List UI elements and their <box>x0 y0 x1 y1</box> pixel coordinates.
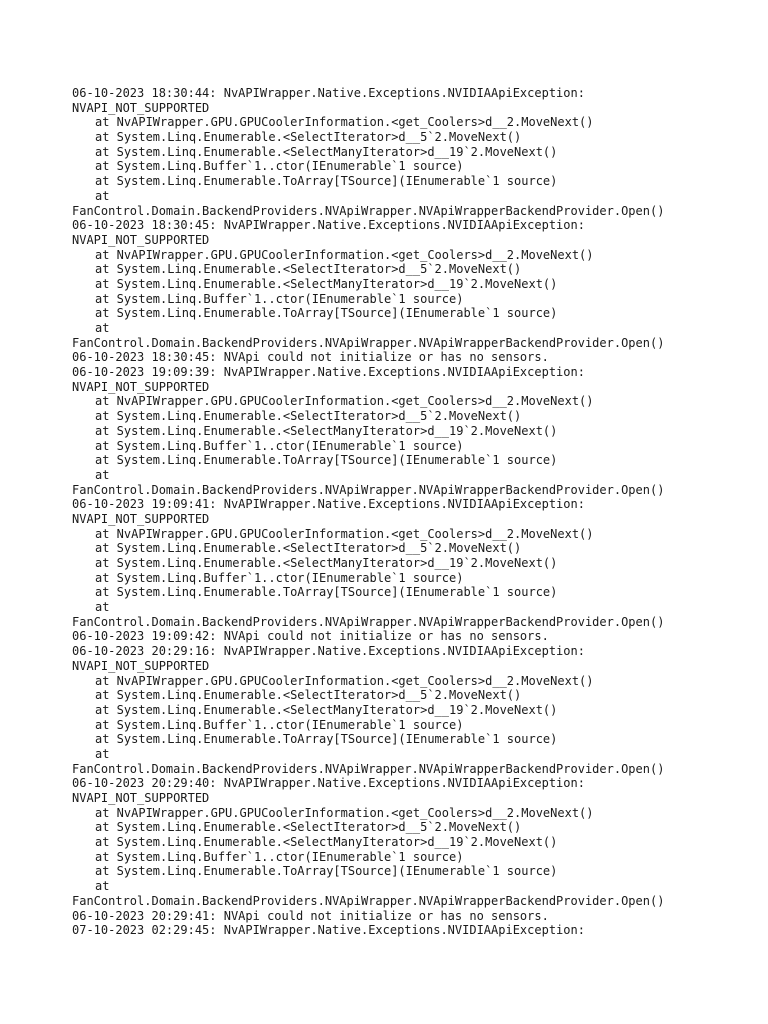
stack-trace-line: at System.Linq.Enumerable.ToArray[TSource](IEnumerable`1 source) <box>95 453 558 468</box>
log-entry-line: 06-10-2023 20:29:16: NvAPIWrapper.Native.Exceptions.NVIDIAApiException: <box>72 644 585 659</box>
log-entry-line: 06-10-2023 18:30:44: NvAPIWrapper.Native.Exceptions.NVIDIAApiException: <box>72 86 585 100</box>
stack-trace-line: at System.Linq.Enumerable.<SelectIterator>d__5`2.MoveNext() <box>95 820 522 835</box>
log-entry-line: 06-10-2023 19:09:42: NVApi could not initialize or has no sensors. <box>72 629 549 644</box>
log-entry-line: FanControl.Domain.BackendProviders.NVApiWrapper.NVApiWrapperBackendProvider.Open() <box>72 335 665 350</box>
stack-trace-line: at System.Linq.Enumerable.ToArray[TSource](IEnumerable`1 source) <box>95 174 558 189</box>
stack-trace-line: at System.Linq.Enumerable.ToArray[TSource](IEnumerable`1 source) <box>95 864 558 879</box>
log-entry-line: FanControl.Domain.BackendProviders.NVApiWrapper.NVApiWrapperBackendProvider.Open() <box>72 893 665 908</box>
stack-trace-line: at System.Linq.Enumerable.<SelectIterator>d__5`2.MoveNext() <box>95 541 522 556</box>
stack-trace-line: at System.Linq.Enumerable.<SelectManyIterator>d__19`2.MoveNext() <box>95 835 558 850</box>
stack-trace-line: at System.Linq.Enumerable.<SelectManyIterator>d__19`2.MoveNext() <box>95 556 558 570</box>
stack-trace-line: at System.Linq.Enumerable.<SelectManyIterator>d__19`2.MoveNext() <box>95 276 558 291</box>
stack-trace-line: at System.Linq.Enumerable.<SelectIterator>d__5`2.MoveNext() <box>95 688 522 703</box>
stack-trace-line: at System.Linq.Enumerable.ToArray[TSource](IEnumerable`1 source) <box>95 306 558 321</box>
stack-trace-line: at <box>95 600 110 615</box>
stack-trace-line: at <box>95 188 110 203</box>
stack-trace-line: at System.Linq.Buffer`1..ctor(IEnumerable`1 source) <box>95 291 464 306</box>
stack-trace-line: at NvAPIWrapper.GPU.GPUCoolerInformation.<get_Coolers>d__2.MoveNext() <box>95 673 594 688</box>
log-entry-line: NVAPI_NOT_SUPPORTED <box>72 511 210 526</box>
log-entry-line: NVAPI_NOT_SUPPORTED <box>72 379 210 394</box>
stack-trace-line: at System.Linq.Enumerable.<SelectManyIterator>d__19`2.MoveNext() <box>95 144 558 159</box>
stack-trace-line: at <box>95 467 110 482</box>
stack-trace-line: at System.Linq.Buffer`1..ctor(IEnumerable`1 source) <box>95 159 464 174</box>
log-entry-line: 06-10-2023 18:30:45: NVApi could not initialize or has no sensors. <box>72 350 549 365</box>
log-entry-line: 06-10-2023 20:29:41: NVApi could not initialize or has no sensors. <box>72 908 549 923</box>
stack-trace-line: at System.Linq.Enumerable.<SelectManyIterator>d__19`2.MoveNext() <box>95 702 558 717</box>
stack-trace-line: at NvAPIWrapper.GPU.GPUCoolerInformation.<get_Coolers>d__2.MoveNext() <box>95 394 594 409</box>
stack-trace-line: at NvAPIWrapper.GPU.GPUCoolerInformation.<get_Coolers>d__2.MoveNext() <box>95 115 594 130</box>
log-entry-line: NVAPI_NOT_SUPPORTED <box>72 232 210 247</box>
log-entry-line: FanControl.Domain.BackendProviders.NVApiWrapper.NVApiWrapperBackendProvider.Open() <box>72 482 665 497</box>
stack-trace-line: at <box>95 321 110 335</box>
log-entry-line: 07-10-2023 02:29:45: NvAPIWrapper.Native.Exceptions.NVIDIAApiException: <box>72 923 585 938</box>
log-entry-line: FanControl.Domain.BackendProviders.NVApiWrapper.NVApiWrapperBackendProvider.Open() <box>72 203 665 218</box>
log-entry-line: NVAPI_NOT_SUPPORTED <box>72 100 210 115</box>
log-entry-line: NVAPI_NOT_SUPPORTED <box>72 791 210 805</box>
stack-trace-line: at NvAPIWrapper.GPU.GPUCoolerInformation.<get_Coolers>d__2.MoveNext() <box>95 526 594 541</box>
stack-trace-line: at System.Linq.Buffer`1..ctor(IEnumerable`1 source) <box>95 849 464 864</box>
stack-trace-line: at System.Linq.Buffer`1..ctor(IEnumerable`1 source) <box>95 717 464 732</box>
stack-trace-line: at System.Linq.Buffer`1..ctor(IEnumerable`1 source) <box>95 438 464 453</box>
stack-trace-line: at NvAPIWrapper.GPU.GPUCoolerInformation.<get_Coolers>d__2.MoveNext() <box>95 247 594 262</box>
stack-trace-line: at <box>95 746 110 761</box>
stack-trace-line: at System.Linq.Enumerable.<SelectIterator>d__5`2.MoveNext() <box>95 130 522 145</box>
stack-trace-line: at System.Linq.Enumerable.<SelectManyIterator>d__19`2.MoveNext() <box>95 423 558 438</box>
log-entry-line: 06-10-2023 19:09:41: NvAPIWrapper.Native.Exceptions.NVIDIAApiException: <box>72 497 585 512</box>
log-entry-line: 06-10-2023 18:30:45: NvAPIWrapper.Native.Exceptions.NVIDIAApiException: <box>72 218 585 233</box>
stack-trace-line: at <box>95 879 110 894</box>
log-entry-line: FanControl.Domain.BackendProviders.NVApiWrapper.NVApiWrapperBackendProvider.Open() <box>72 761 665 776</box>
log-entry-line: 06-10-2023 19:09:39: NvAPIWrapper.Native.Exceptions.NVIDIAApiException: <box>72 365 585 380</box>
log-text-body <box>72 86 762 938</box>
stack-trace-line: at System.Linq.Enumerable.ToArray[TSource](IEnumerable`1 source) <box>95 732 558 747</box>
stack-trace-line: at System.Linq.Enumerable.ToArray[TSource](IEnumerable`1 source) <box>95 585 558 600</box>
stack-trace-line: at System.Linq.Buffer`1..ctor(IEnumerable`1 source) <box>95 570 464 585</box>
stack-trace-line: at System.Linq.Enumerable.<SelectIterator>d__5`2.MoveNext() <box>95 262 522 277</box>
log-entry-line: NVAPI_NOT_SUPPORTED <box>72 658 210 673</box>
stack-trace-line: at NvAPIWrapper.GPU.GPUCoolerInformation.<get_Coolers>d__2.MoveNext() <box>95 805 594 820</box>
stack-trace-line: at System.Linq.Enumerable.<SelectIterator>d__5`2.MoveNext() <box>95 409 522 424</box>
log-entry-line: 06-10-2023 20:29:40: NvAPIWrapper.Native.Exceptions.NVIDIAApiException: <box>72 776 585 791</box>
log-entry-line: FanControl.Domain.BackendProviders.NVApiWrapper.NVApiWrapperBackendProvider.Open() <box>72 614 665 629</box>
